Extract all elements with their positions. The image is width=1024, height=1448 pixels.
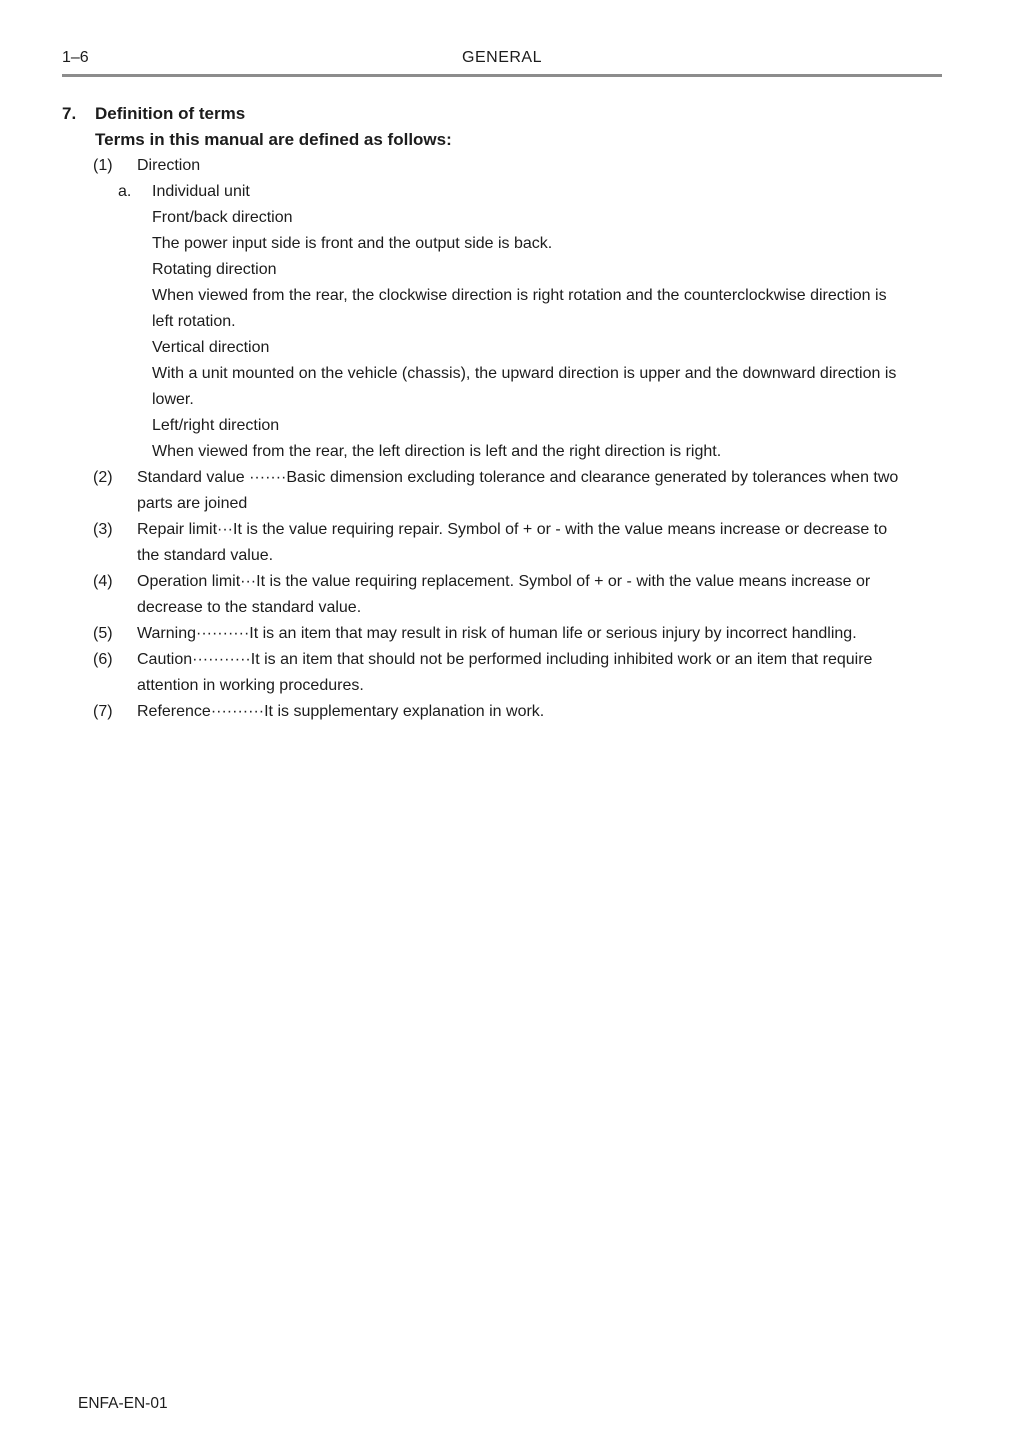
item-marker: (3) [93,521,113,538]
section-title: Definition of terms [95,104,246,123]
paragraph-line: lower. [152,391,194,408]
definition-item-2 [93,465,942,517]
item-marker: (7) [93,703,113,720]
document-body [62,101,942,725]
paragraph-line: When viewed from the rear, the clockwise direction is right rotation and the counterclockwise direction is [152,287,887,304]
paragraph-line: left rotation. [152,313,236,330]
definition-line: Warning··········It is an item that may result in risk of human life or serious injury by incorrect handling. [137,625,857,642]
definition-line: Repair limit···It is the value requiring repair. Symbol of + or - with the value means increase or decrease to [137,521,888,538]
paragraph-line: With a unit mounted on the vehicle (chassis), the upward direction is upper and the downward direction is [152,365,897,382]
paragraph-line: The power input side is front and the output side is back. [152,235,553,252]
definition-item-4 [93,569,942,621]
page-title: GENERAL [462,49,542,66]
item-marker: (5) [93,625,113,642]
sub-item-marker: a. [118,183,132,200]
item-marker: (1) [93,157,113,174]
paragraph-line: Front/back direction [152,209,293,226]
item-term: Direction [137,157,201,174]
definition-item-1 [93,153,942,179]
footer [78,1394,168,1414]
sub-item-a [118,179,942,465]
header-rule [62,74,942,77]
definition-line: Caution···········It is an item that should not be performed including inhibited work or an item that require [137,651,873,668]
item-marker: (4) [93,573,113,590]
definition-item-6 [93,647,942,699]
paragraph-line: Rotating direction [152,261,277,278]
definition-line: Reference··········It is supplementary explanation in work. [137,703,545,720]
section-heading [62,101,942,127]
item-marker: (6) [93,651,113,668]
paragraph-line: When viewed from the rear, the left direction is left and the right direction is right. [152,443,722,460]
paragraph-line: Vertical direction [152,339,270,356]
running-header [62,48,942,68]
item-marker: (2) [93,469,113,486]
definition-item-3 [93,517,942,569]
definition-item-7 [93,699,942,725]
section-number: 7. [62,104,77,123]
section-intro: Terms in this manual are defined as follows: [95,130,452,149]
definition-line: parts are joined [137,495,248,512]
definition-line: attention in working procedures. [137,677,364,694]
definition-line: Standard value ·······Basic dimension excluding tolerance and clearance generated by tolerances when two [137,469,899,486]
definition-item-5 [93,621,942,647]
sub-item-title: Individual unit [152,183,250,200]
page-number: 1–6 [62,49,89,66]
definition-line: the standard value. [137,547,274,564]
definition-line: Operation limit···It is the value requiring replacement. Symbol of + or - with the value means increase or [137,573,871,590]
paragraph-line: Left/right direction [152,417,280,434]
doc-code: ENFA-EN-01 [78,1395,168,1412]
definition-line: decrease to the standard value. [137,599,362,616]
